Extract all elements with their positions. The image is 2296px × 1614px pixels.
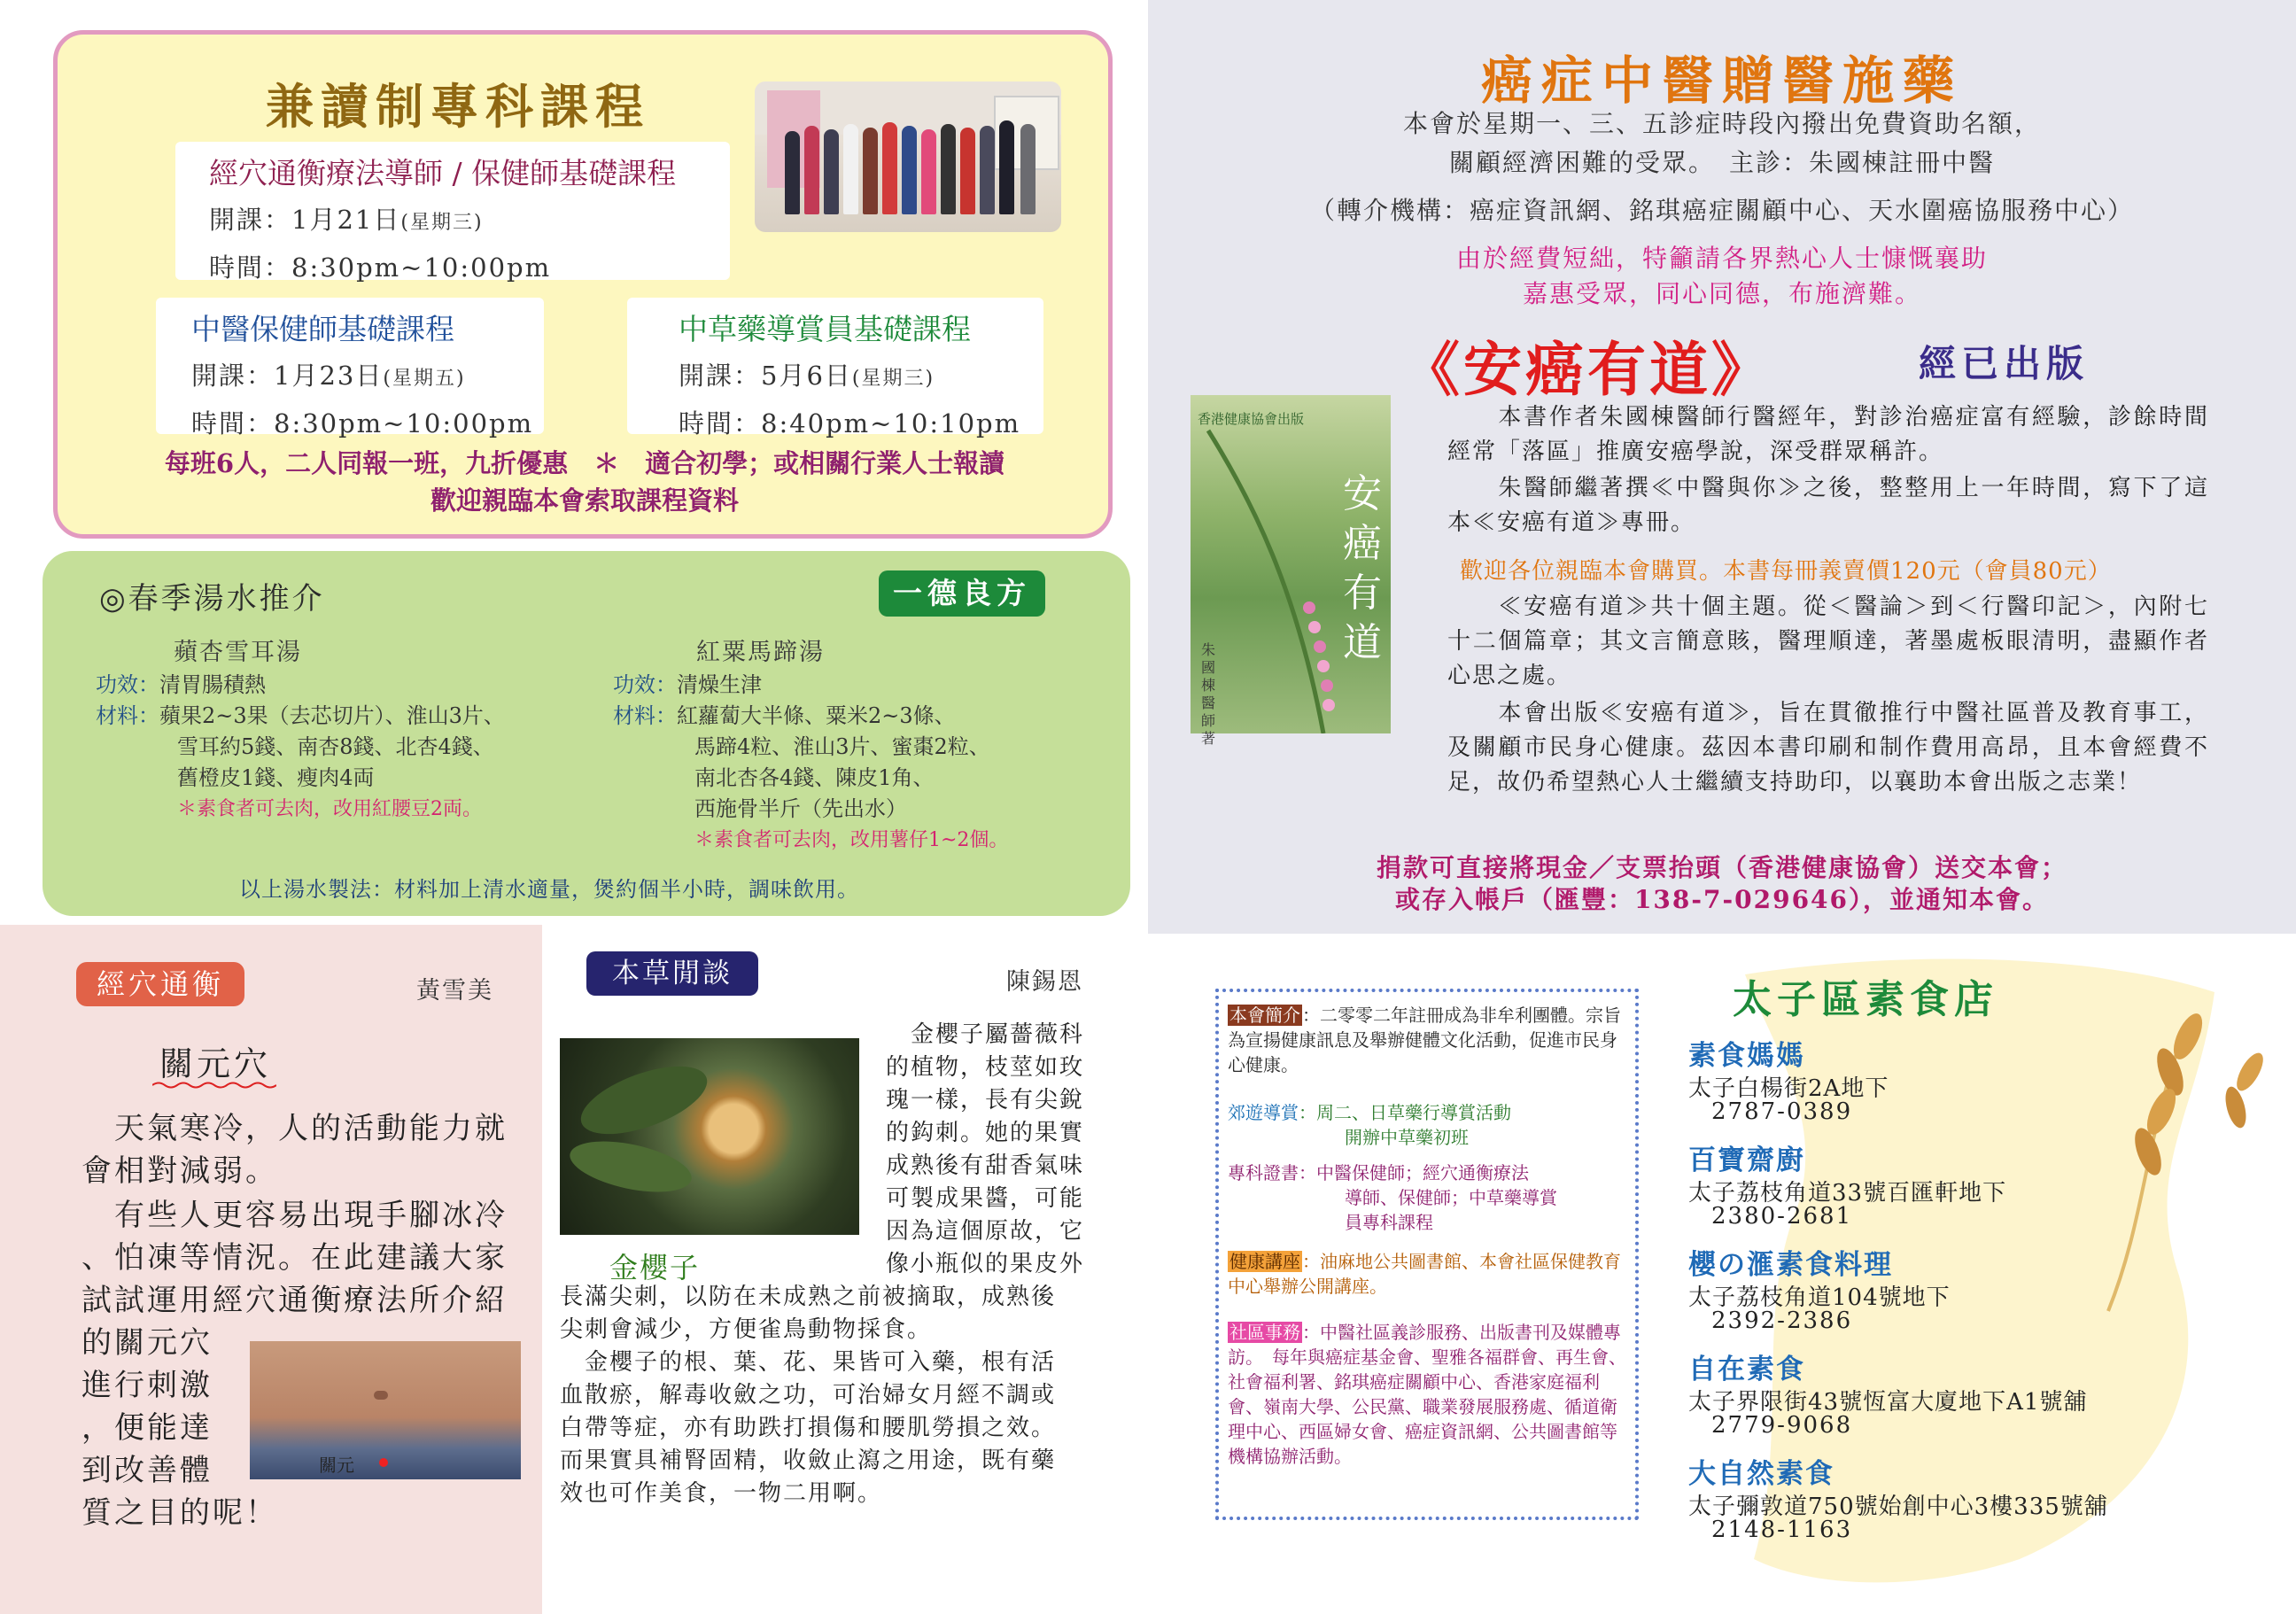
soup-material: 紅蘿蔔大半條、粟米2~3條、	[677, 703, 956, 728]
about-community	[1228, 1320, 1632, 1469]
shop-address: 太子荔枝角道104號地下	[1688, 1284, 1951, 1311]
soup-effect: 清燥生津	[677, 672, 762, 697]
about-cert	[1228, 1160, 1632, 1235]
course-panel-title: 兼讀制專科課程	[266, 78, 650, 135]
about-cert-text: 員專科課程	[1345, 1212, 1433, 1233]
course-start-date: 開課：1月23日	[191, 361, 384, 391]
acupoint-text: 、怕凍等情況。在此建議大家	[81, 1240, 508, 1276]
book-title: 《安癌有道》	[1401, 335, 1773, 404]
course-card-acupoint	[175, 142, 730, 283]
about-tour-label: 郊遊導賞	[1228, 1102, 1299, 1123]
cancer-text: 本會於星期一、三、五診症時段內撥出免費資助名額，	[1402, 109, 2041, 138]
book-description: 本會出版≪安癌有道≫，旨在貫徹推行中醫社區普及教育事工，及關顧市民身心健康。茲因本書印刷和制作費用高昂，且本會經費不足，故仍希望熱心人士繼續支持助印，以襄助本會出版之志業！	[1447, 700, 2209, 795]
course-note	[62, 445, 1107, 519]
about-cert-text: ：中醫保健師；經穴通衡療法	[1299, 1162, 1529, 1183]
shop-name: 百寶齋廚	[1688, 1145, 1805, 1176]
shop-phone: 2779-9068	[1711, 1412, 1853, 1439]
course-card-herb-guide	[627, 298, 1043, 438]
rosehip-photo	[560, 1038, 859, 1235]
acupoint-text: 質之目的呢！	[81, 1495, 278, 1531]
soup-vegetarian-note: ＊素食者可去肉，改用紅腰豆2両。	[177, 798, 482, 820]
about-cert-label: 專科證書	[1228, 1162, 1299, 1183]
herb-text: 的植物，枝莖如玫	[886, 1054, 1085, 1081]
acupoint-text: 的關元穴	[81, 1325, 213, 1361]
about-talk-label: 健康講座	[1229, 1251, 1300, 1272]
herb-text: 因為這個原故，它	[886, 1218, 1085, 1245]
shop-address: 太子白楊街2A地下	[1688, 1075, 1889, 1102]
soup-method: 以上湯水製法：材料加上清水適量，煲約個半小時，調味飲用。	[239, 877, 859, 902]
appeal-text: 嘉惠受眾，同心同德，布施濟難。	[1522, 279, 1921, 308]
soup-effect: 清胃腸積熱	[159, 672, 266, 697]
cancer-text: 關顧經濟困難的受眾。 主診：朱國棟註冊中醫	[1448, 148, 1995, 177]
herb-author: 陳錫恩	[1006, 968, 1083, 996]
donation-account: 或存入帳戶（匯豐：138-7-029646），並通知本會。	[1394, 885, 2050, 914]
acupoint-text: 會相對減弱。	[81, 1153, 278, 1189]
donation-info: 捐款可直接將現金／支票抬頭（香港健康協會）送交本會；	[1376, 853, 2067, 882]
course-weekday: (星期三)	[851, 368, 935, 390]
material-label: 材料：	[96, 703, 159, 728]
wavy-underline	[152, 1081, 276, 1090]
herb-text: 長滿尖刺，以防在未成熟之前被摘取，成熟後	[560, 1284, 1057, 1310]
about-talk	[1228, 1249, 1632, 1299]
acupoint-text: 進行刺激	[81, 1368, 213, 1403]
herb-text: 金櫻子的根、葉、花、果皆可入藥，根有活	[560, 1349, 1057, 1376]
shop-phone: 2148-1163	[1711, 1517, 1853, 1543]
soup-material: 西施骨半斤（先出水）	[694, 796, 907, 821]
material-label: 材料：	[613, 703, 677, 728]
course-weekday: (星期五)	[383, 368, 466, 390]
soup-material: 馬蹄4粒、淮山3片、蜜棗2粒、	[694, 734, 990, 759]
acupoint-heading: 關元穴	[159, 1044, 272, 1083]
herb-text: 效也可作美食，一物二用啊。	[560, 1480, 883, 1507]
about-talk-text: ：油麻地公共圖書館、本會社區保健教育中心舉辦公開講座。	[1228, 1251, 1621, 1297]
course-title: 中醫保健師基礎課程	[191, 312, 454, 346]
course-group-photo	[755, 81, 1061, 232]
shop-phone: 2787-0389	[1711, 1098, 1853, 1125]
course-time: 時間：8:40pm~10:10pm	[679, 408, 1021, 438]
course-start-date: 開課：1月21日	[209, 205, 401, 235]
about-tour-text: 開辦中草藥初班	[1345, 1127, 1469, 1148]
herb-text: 像小瓶似的果皮外	[886, 1251, 1085, 1277]
course-time: 時間：8:30pm~10:00pm	[209, 252, 552, 283]
course-card-tcm-health	[156, 298, 544, 438]
acupoint-text: 天氣寒冷，人的活動能力就	[81, 1111, 508, 1146]
herb-photo-caption: 金櫻子	[609, 1251, 701, 1284]
soup-vegetarian-note: ＊素食者可去肉，改用薯仔1~2個。	[694, 829, 1009, 851]
herb-text: 尖刺會減少，方便雀鳥動物採食。	[560, 1316, 933, 1343]
herb-text: 可製成果醬，可能	[886, 1185, 1085, 1212]
course-discount-note: 每班6人，二人同報一班，九折優惠 ＊ 適合初學；或相關行業人士報讀	[164, 448, 1005, 478]
soup-recipe-1	[96, 670, 505, 825]
acupoint-photo-label: 關元	[319, 1455, 354, 1476]
course-weekday: (星期三)	[400, 212, 484, 234]
soup-material: 雪耳約5錢、南杏8錢、北杏4錢、	[177, 734, 494, 759]
about-intro-label: 本會簡介	[1229, 1005, 1300, 1026]
shop-name: 櫻の滙素食料理	[1688, 1249, 1893, 1281]
about-intro-text: ：二零零二年註冊成為非牟利團體。宗旨為宣揚健康訊息及舉辦健體文化活動，促進市民身心健康。	[1228, 1005, 1621, 1075]
about-community-label: 社區事務	[1229, 1322, 1300, 1343]
herb-text: 瑰一樣，長有尖銳	[886, 1087, 1085, 1114]
course-start-date: 開課：5月6日	[679, 361, 852, 391]
book-description: ≪安癌有道≫共十個主題。從＜醫論＞到＜行醫印記＞，內附七十二個篇章；其文言簡意賅，醫理順達，著墨處板眼清明，盡顯作者心思之處。	[1447, 594, 2209, 689]
about-cert-text: 導師、保健師；中草藥導賞	[1345, 1187, 1557, 1208]
book-published-label: 經已出版	[1919, 342, 2090, 385]
acupoint-text: 到改善體	[81, 1453, 213, 1488]
effect-label: 功效：	[96, 672, 159, 697]
soup-name: 紅粟馬蹄湯	[696, 639, 825, 666]
shop-address: 太子界限街43號恆富大廈地下A1號舖	[1688, 1389, 2088, 1416]
soup-material: 蘋果2~3果（去芯切片）、淮山3片、	[159, 703, 505, 728]
acupoint-author: 黃雪美	[416, 977, 493, 1005]
herb-text: 金櫻子屬薔薇科	[886, 1021, 1085, 1048]
herb-text: 的鈎刺。她的果實	[886, 1120, 1085, 1146]
shop-name: 大自然素食	[1688, 1458, 1834, 1490]
shop-name: 自在素食	[1688, 1354, 1805, 1385]
soup-material: 舊橙皮1錢、瘦肉4両	[177, 765, 375, 790]
shop-phone: 2392-2386	[1711, 1307, 1853, 1334]
course-time: 時間：8:30pm~10:00pm	[191, 408, 534, 438]
appeal-text: 由於經費短絀，特籲請各界熱心人士慷慨襄助	[1455, 244, 1988, 273]
shop-address: 太子荔枝角道33號百匯軒地下	[1688, 1180, 2007, 1207]
effect-label: 功效：	[613, 672, 677, 697]
soup-panel-title: ◎春季湯水推介	[99, 581, 325, 617]
acupoint-text: 有些人更容易出現手腳冰冷	[81, 1198, 508, 1233]
course-info-note: 歡迎親臨本會索取課程資料	[430, 485, 739, 516]
about-intro	[1228, 1003, 1632, 1077]
acupoint-badge: 經穴通衡	[76, 962, 244, 1006]
referral-agencies: （轉介機構：癌症資訊網、銘琪癌症關顧中心、天水圍癌協服務中心）	[1309, 196, 2134, 225]
herb-text: 而果實具補腎固精，收斂止瀉之用途，既有藥	[560, 1447, 1057, 1474]
book-price: 歡迎各位親臨本會購買。本書每冊義賣價120元（會員80元）	[1460, 558, 2112, 585]
about-community-text: ：中醫社區義診服務、出版書刊及媒體專訪。 每年與癌症基金會、聖雅各福群會、再生會、社會福利署、銘琪癌症關顧中心、香港家庭福利會、嶺南大學、公民黨、職業發展服務處、循道衛理中心、西區婦女會、癌症資訊網、公共圖書館等機構協辦活動。	[1228, 1322, 1626, 1467]
about-tour-text: ：周二、日草藥行導賞活動	[1299, 1102, 1511, 1123]
course-title: 中草藥導賞員基礎課程	[679, 312, 971, 346]
shop-phone: 2380-2681	[1711, 1203, 1853, 1230]
soup-name: 蘋杏雪耳湯	[174, 639, 302, 666]
book-description: 本書作者朱國棟醫師行醫經年，對診治癌症富有經驗，診餘時間經常「落區」推廣安癌學說，深受群眾稱許。	[1447, 404, 2209, 465]
shop-address: 太子彌敦道750號始創中心3樓335號舖	[1688, 1494, 2108, 1520]
soup-badge: 一德良方	[879, 570, 1045, 617]
book-publisher: 香港健康協會出版	[1198, 411, 1305, 427]
shop-name: 素食媽媽	[1688, 1040, 1805, 1072]
vegetarian-shops-title: 太子區素食店	[1733, 977, 1998, 1022]
book-description: 朱醫師繼著撰≪中醫與你≫之後，整整用上一年時間，寫下了這本≪安癌有道≫專冊。	[1447, 475, 2209, 536]
book-cover-author: 朱國棟醫師 著	[1201, 641, 1216, 747]
soup-recipe-2	[613, 670, 1008, 856]
about-tour	[1228, 1100, 1632, 1150]
book-cover-title: 安癌有道	[1343, 471, 1382, 665]
acupoint-marker	[379, 1458, 388, 1467]
herb-badge: 本草閒談	[586, 951, 758, 996]
acupoint-text: 試試運用經穴通衡療法所介紹	[81, 1283, 508, 1318]
soup-material: 南北杏各4錢、陳皮1角、	[694, 765, 935, 790]
acupoint-text: ，便能達	[81, 1410, 213, 1446]
herb-text: 成熟後有甜香氣味	[886, 1152, 1085, 1179]
cancer-panel-title: 癌症中醫贈醫施藥	[1480, 50, 1963, 111]
herb-text: 白帶等症，亦有助跌打損傷和腰肌勞損之效。	[560, 1415, 1057, 1441]
herb-text: 血散瘀，解毒收斂之功，可治婦女月經不調或	[560, 1382, 1057, 1408]
course-title: 經穴通衡療法導師 / 保健師基礎課程	[209, 156, 677, 190]
